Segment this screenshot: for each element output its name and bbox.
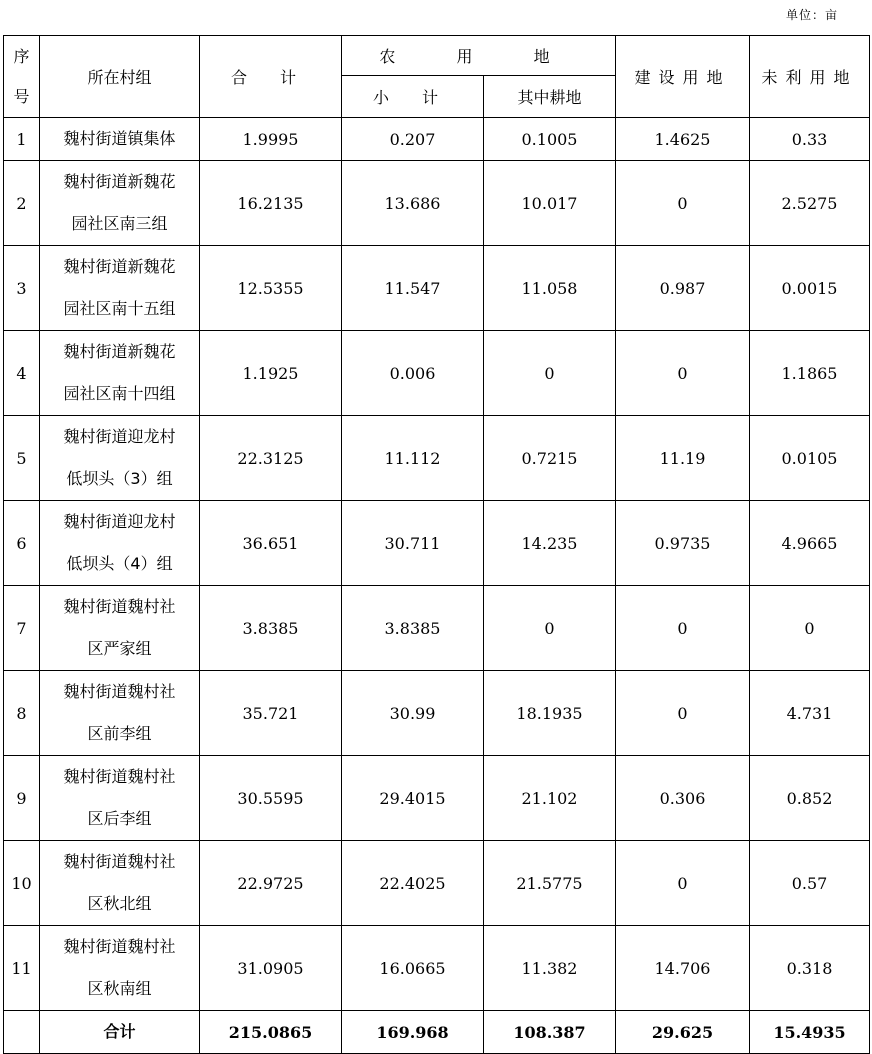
row-cultivated: 11.058 [484,246,616,331]
totals-subtotal: 169.968 [342,1011,484,1054]
row-subtotal: 11.112 [342,416,484,501]
header-agri: 农 用 地 [342,36,616,76]
row-unused: 4.9665 [750,501,870,586]
row-construction: 14.706 [616,926,750,1011]
row-village-name-line: 魏村街道新魏花 [63,172,176,191]
row-cultivated: 0 [484,331,616,416]
row-total: 1.1925 [200,331,342,416]
row-construction: 0 [616,586,750,671]
table-row [4,671,870,756]
header-row-top [4,36,870,76]
row-seq: 7 [4,586,40,671]
row-village-name [40,671,200,756]
row-total: 22.3125 [200,416,342,501]
row-cultivated: 21.5775 [484,841,616,926]
unit-label: 单位：亩 [785,8,838,22]
totals-label: 合计 [40,1011,200,1054]
row-village-name-line: 魏村街道魏村社 [63,682,176,701]
row-cultivated: 18.1935 [484,671,616,756]
row-construction: 11.19 [616,416,750,501]
row-total: 36.651 [200,501,342,586]
row-village-name-line: 魏村街道魏村社 [63,852,176,871]
row-total: 30.5595 [200,756,342,841]
row-total: 3.8385 [200,586,342,671]
table-row [4,501,870,586]
row-subtotal: 30.99 [342,671,484,756]
totals-row [4,1011,870,1054]
totals-seq [4,1011,40,1054]
table-row [4,161,870,246]
row-construction: 0.306 [616,756,750,841]
header-cultivated: 其中耕地 [484,76,616,118]
row-construction: 0.9735 [616,501,750,586]
table-row [4,841,870,926]
header-subtotal: 小 计 [342,76,484,118]
row-village-name [40,586,200,671]
row-village-name-line: 区前李组 [87,724,152,743]
table-row [4,416,870,501]
row-village-name-line: 魏村街道新魏花 [63,342,176,361]
row-total: 35.721 [200,671,342,756]
row-subtotal: 30.711 [342,501,484,586]
row-construction: 0 [616,671,750,756]
row-subtotal: 22.4025 [342,841,484,926]
table-row [4,926,870,1011]
row-total: 22.9725 [200,841,342,926]
totals-construction: 29.625 [616,1011,750,1054]
row-construction: 0.987 [616,246,750,331]
row-village-name-line: 魏村街道新魏花 [63,257,176,276]
row-village-name-line: 魏村街道迎龙村 [63,427,176,446]
row-construction: 0 [616,841,750,926]
header-unused: 未利用地 [750,36,870,118]
row-unused: 1.1865 [750,331,870,416]
row-village-name [40,161,200,246]
table-row [4,331,870,416]
row-unused: 0.57 [750,841,870,926]
row-unused: 0.0105 [750,416,870,501]
row-cultivated: 10.017 [484,161,616,246]
totals-total: 215.0865 [200,1011,342,1054]
row-cultivated: 21.102 [484,756,616,841]
row-construction: 1.4625 [616,118,750,161]
row-subtotal: 11.547 [342,246,484,331]
row-seq: 10 [4,841,40,926]
row-subtotal: 3.8385 [342,586,484,671]
row-seq: 8 [4,671,40,756]
row-subtotal: 0.207 [342,118,484,161]
table-row [4,586,870,671]
row-village-name-line: 低坝头（3）组 [66,469,173,488]
row-village-name [40,501,200,586]
row-village-name-line: 魏村街道魏村社 [63,597,176,616]
row-seq: 6 [4,501,40,586]
row-seq: 2 [4,161,40,246]
header-seq [4,36,40,118]
row-village-name [40,756,200,841]
row-subtotal: 29.4015 [342,756,484,841]
row-village-name-line: 区秋北组 [87,894,152,913]
row-unused: 0 [750,586,870,671]
table-row [4,118,870,161]
row-village-name [40,841,200,926]
header-total: 合 计 [200,36,342,118]
table-row [4,246,870,331]
row-cultivated: 14.235 [484,501,616,586]
row-total: 31.0905 [200,926,342,1011]
header-seq-char-1: 序 [13,46,30,66]
row-village-name-line: 区严家组 [87,639,152,658]
row-seq: 3 [4,246,40,331]
row-village-name [40,416,200,501]
row-village-name-line: 魏村街道镇集体 [63,129,176,148]
header-construction: 建设用地 [616,36,750,118]
row-cultivated: 0 [484,586,616,671]
row-village-name-line: 低坝头（4）组 [66,554,173,573]
row-unused: 0.318 [750,926,870,1011]
row-construction: 0 [616,161,750,246]
row-unused: 0.33 [750,118,870,161]
row-seq: 4 [4,331,40,416]
row-subtotal: 16.0665 [342,926,484,1011]
row-village-name-line: 区后李组 [87,809,152,828]
row-village-name-line: 园社区南三组 [71,214,168,233]
row-village-name-line: 魏村街道魏村社 [63,937,176,956]
row-village-name-line: 魏村街道魏村社 [63,767,176,786]
row-construction: 0 [616,331,750,416]
row-village-name-line: 园社区南十五组 [63,299,176,318]
row-seq: 1 [4,118,40,161]
totals-unused: 15.4935 [750,1011,870,1054]
row-seq: 5 [4,416,40,501]
row-unused: 2.5275 [750,161,870,246]
row-cultivated: 0.1005 [484,118,616,161]
row-village-name [40,331,200,416]
row-cultivated: 11.382 [484,926,616,1011]
row-village-name [40,926,200,1011]
row-village-name [40,118,200,161]
row-village-name [40,246,200,331]
row-village-name-line: 区秋南组 [87,979,152,998]
row-total: 16.2135 [200,161,342,246]
table-body [4,118,870,1011]
row-unused: 4.731 [750,671,870,756]
row-village-name-line: 魏村街道迎龙村 [63,512,176,531]
row-unused: 0.852 [750,756,870,841]
land-use-table [3,35,870,1054]
table-row [4,756,870,841]
header-seq-char-2: 号 [13,86,30,106]
row-total: 12.5355 [200,246,342,331]
row-subtotal: 13.686 [342,161,484,246]
row-subtotal: 0.006 [342,331,484,416]
row-seq: 9 [4,756,40,841]
header-village: 所在村组 [40,36,200,118]
row-unused: 0.0015 [750,246,870,331]
row-seq: 11 [4,926,40,1011]
row-cultivated: 0.7215 [484,416,616,501]
totals-cultivated: 108.387 [484,1011,616,1054]
row-village-name-line: 园社区南十四组 [63,384,176,403]
row-total: 1.9995 [200,118,342,161]
